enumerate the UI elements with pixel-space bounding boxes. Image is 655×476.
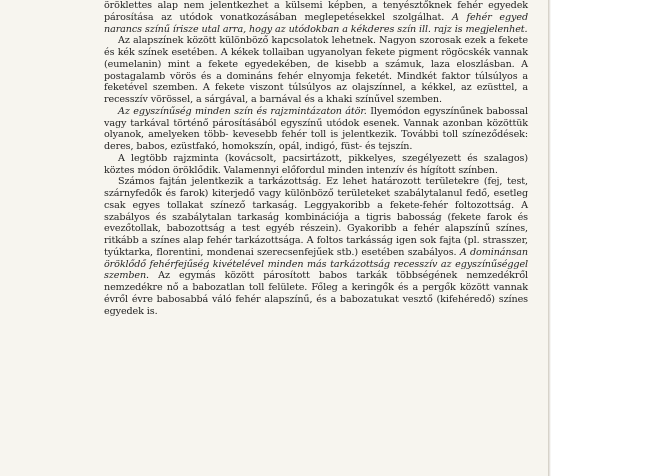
italic-run: A fehér egyed narancs színű írisze utal arra, hogy az utódokban a kékderes szín ill. rajz is megjelenhet. xyxy=(104,11,528,35)
paragraph-1 xyxy=(104,0,528,35)
text-run: A legtöbb rajzminta (kovácsolt, pacsirtázott, pikkelyes, szegélyezett és szalagos) köztes módon öröklődik. Valamennyi előfordul minden intenzív és hígított színben. xyxy=(104,152,528,176)
paragraph-3 xyxy=(104,106,528,153)
page-edge-shadow xyxy=(548,0,551,476)
text-run: Az egymás között párosított babos tarkák többségének nemzedékről nemzedékre nő a babozatlan toll felülete. Főleg a keringők és a pergők között vannak évről évre babosabbá váló fehér alapszínű, és a babozatukat vesztő (kifehéredő) színes egyedek is. xyxy=(104,270,528,317)
italic-run: Az egyszínűség minden szín és rajzmintázaton átör. xyxy=(118,105,367,117)
paragraph-4 xyxy=(104,153,528,177)
text-run: Számos fajtán jelentkezik a tarkázottság. Ez lehet határozott területekre (fej, test, szárnyfedők és farok) kiterjedő vagy különböző területeket szabálytalanul fedő, esetleg csak egyes tollakat színező tarkaság. Leggyakoribb a fekete-fehér foltozottság. A szabályos és szabálytalan tarkaság kombinációja a tigris babosság (fekete farok és evezőtollak, babozottság a test egyéb részein). Gyakoribb a fehér alapszínű színes, ritkább a színes alap fehér tarkázottsága. A foltos tarkásság igen sok fajta (pl. strasszer, tyúktarka, florentini, mondenai szerecsenfejűek stb.) esetében szabályos. xyxy=(104,176,528,258)
text-run: Ilyemódon egyszínűnek babossal vagy tarkával történő párosításából egyszínű utódok esenek. Vannak azonban közöttük olyanok, amelyeken több- kevesebb fehér toll is jelentkezik. További toll színeződések: deres, babos, ezüstfakó, homokszín, opál, indigó, füst- és tejszín. xyxy=(104,105,528,152)
text-run: Az alapszínek között különböző kapcsolatok lehetnek. Nagyon szorosak ezek a fekete és kék színek esetében. A kékek tollaiban ugyanolyan fekete pigment rögöcskék vannak (eumelanin) mint a fekete egyedekében, de kisebb a számuk, laza eloszlásban. A postagalamb vörös és a domináns fehér elnyomja feketét. Mindkét faktor túlsúlyos a feketével szemben. A fekete viszont túlsúlyos az olajszínnel, a kékkel, az ezüsttel, a recesszív vörössel, a sárgával, a barnával és a khaki színűvel szemben. xyxy=(104,35,528,105)
italic-run: A dominánsan öröklődő fehérfejűség kivételével minden más tarkázottság recesszív az egyszínűséggel szemben. xyxy=(104,246,528,282)
paragraph-5 xyxy=(104,176,528,317)
book-text xyxy=(104,0,528,317)
paragraph-2 xyxy=(104,35,528,106)
text-run: öröklettes alap nem jelentkezhet a külsemi képben, a tenyésztőknek fehér egyedek párosítása az utódok vonatkozásában meglepetésekkel szolgálhat. xyxy=(104,0,528,23)
